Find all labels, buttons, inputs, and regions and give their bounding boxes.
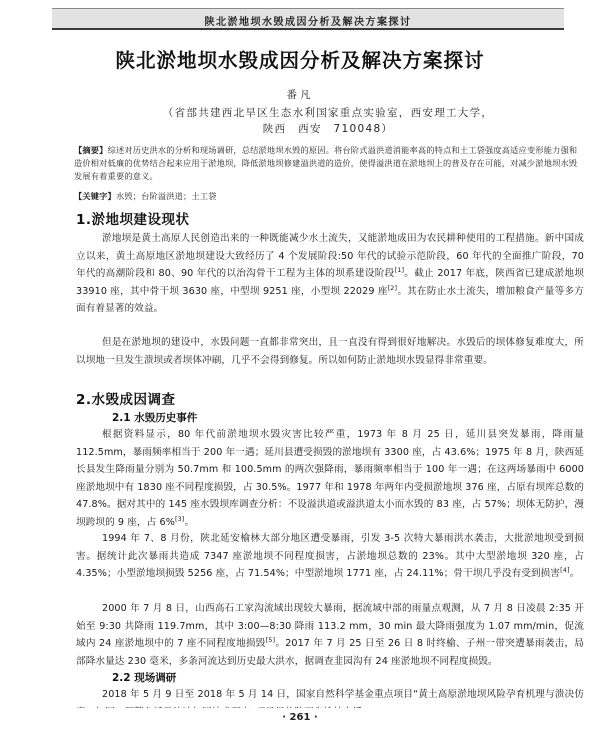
keywords-label: 【关键字】 [74, 191, 116, 201]
citation-3: [3] [174, 514, 185, 523]
section-2-2-paragraph-1: 2018 年 5 月 9 日至 2018 年 5 月 14 日，国家自然科学基金重点项目“黄土高原淤地坝风险孕育机理与溃决仿 [102, 689, 584, 700]
s21p1-text: 根据资料显示，80 年代前淤地坝水毁灾害比较严重，1973 年 8 月 25 日，延川县突发暴雨，降雨量 112.5mm，暴雨频率相当于 200 年一遇；延川县遭受损毁的淤地坝有 3300 座，占 43.6%；1975 年 8 月，陕西延长县发生降雨量分别为 50.7mm 和 100.5mm 的两次强降雨，暴雨频率相当于 100 年一遇；在这两场暴雨中 6000 座淤地坝中有 1830 座不同程度损毁，占 30.5%。1977 年和 1978 年两年内受损淤地坝 376 座，占原有坝库总数的 47.8%。据对其中的 145 座水毁坝库调查分析：不设溢洪道或溢洪道太小而水毁的 83 座，占 57%；坝体无防护，漫坝跨坝的 9 座，占 6% [76, 429, 584, 528]
citation-4: [4] [560, 565, 570, 574]
running-head-text: 陕北淤地坝水毁成因分析及解决方案探讨 [204, 17, 412, 28]
section-2-heading: 2.水毁成因调查 [76, 392, 176, 408]
s1p1-text-c: 。其在防止水土流失，增加粮食产量等多方面有着显著的效益。 [76, 285, 584, 314]
affiliation-line-1: （省部共建西北旱区生态水利国家重点实验室，西安理工大学， [162, 107, 494, 119]
section-2-1-paragraph-3 [76, 600, 584, 670]
abstract-label: 【摘要】 [74, 145, 108, 155]
keywords-text: 水毁；台阶溢洪道；土工袋 [115, 191, 217, 201]
s21p2-end: 。 [569, 568, 580, 579]
s21p1-end: 。 [184, 516, 195, 528]
subsection-2-2-heading: 2.2 现场调研 [112, 672, 177, 684]
section-2-1-paragraph-1 [76, 426, 584, 531]
section-1-paragraph-2: 但是在淤地坝的建设中，水毁问题一直都非常突出，且一直没有得到很好地解决。水毁后的坝体修复难度大，所以坝地一旦发生溃坝或者坝体冲刷，几乎不会得到修复。所以如何防止淤地坝水毁显得非常重要。 [76, 337, 584, 366]
s21p3-end: 。2017 年 7 月 25 日至 26 日 8 时终榆、子州一带突遭暴雨袭击，局部降水量达 230 毫米，多条河流达到历史最大洪水，据调查韭园沟有 24 座淤地坝不同程度损毁。 [76, 638, 584, 667]
paper-title: 陕北淤地坝水毁成因分析及解决方案探讨 [115, 49, 485, 72]
abstract-text: 综述对历史洪水的分析和现场调研，总结淤地坝水毁的原因。将台阶式溢洪道消能率高的特点和土工袋强度高适应变形能力强和造价相对低廉的优势结合起来应用于淤地坝，降低淤地坝修建溢洪道的造价，使得溢洪道在淤地坝上的普及存在可能，对减少淤地坝水毁发展有着重要的意义。 [74, 145, 578, 181]
citation-5: [5] [265, 635, 276, 644]
s1p1-text-b: 。截止 2017 年底，陕西省已建成淤地坝 33910 座，其中骨干坝 3630 座，中型坝 9251 座，小型坝 22029 座 [76, 268, 585, 297]
affiliation-line-2: 陕西 西安 710048） [262, 123, 394, 135]
s1p1-text-a: 淤地坝是黄土高原人民创造出来的一种既能减少水土流失，又能淤地成田为农民耕种使用的工程措施。新中国成立以来，黄土高原地区淤地坝建设大致经历了 4 个发展阶段:50 年代的试验示范阶段，60 年代的全面推广阶段，70 年代的高潮阶段和 80、90 年代的以治沟骨干工程为主体的坝系建设阶段 [76, 233, 584, 279]
section-1-paragraph-1 [76, 230, 584, 318]
page-number: · 261 · [282, 712, 318, 723]
running-head [52, 8, 564, 30]
author: 番凡 [286, 89, 314, 101]
section-2-1-paragraph-2 [76, 530, 584, 583]
subsection-2-1-heading: 2.1 水毁历史事件 [112, 412, 198, 424]
s21p3-text: 2000 年 7 月 8 日，山西高石工家沟流域出现较大暴雨，据流域中部的雨量点观测，从 7 月 8 日凌晨 2:35 开始至 9:30 共降雨 119.7mm，其中 3:00—8:30 降雨 113.2 mm，30 min 最大降雨强度为 1.07 mm/min，促流域内 24 座淤地坝中的 7 座不同程度地损毁 [76, 603, 584, 649]
citation-1: [1] [394, 265, 405, 274]
abstract [74, 144, 584, 183]
section-1-heading: 1.淤地坝建设现状 [76, 212, 190, 228]
citation-2: [2] [387, 283, 398, 292]
keywords [74, 190, 584, 203]
s21p2-text: 1994 年 7、8 月份，陕北延安榆林大部分地区遭受暴雨，引发 3-5 次特大暴雨洪水袭击，大批淤地坝受到损害。据统计此次暴雨共造成 7347 座淤地坝不同程度损害，占淤地坝总数的 23%。其中大型淤地坝 320 座，占 4.35%；小型淤地坝损毁 5256 座，占 71.54%；中型淤地坝 1771 座，占 24.11%；骨干坝几乎没有受到损害 [76, 533, 584, 579]
